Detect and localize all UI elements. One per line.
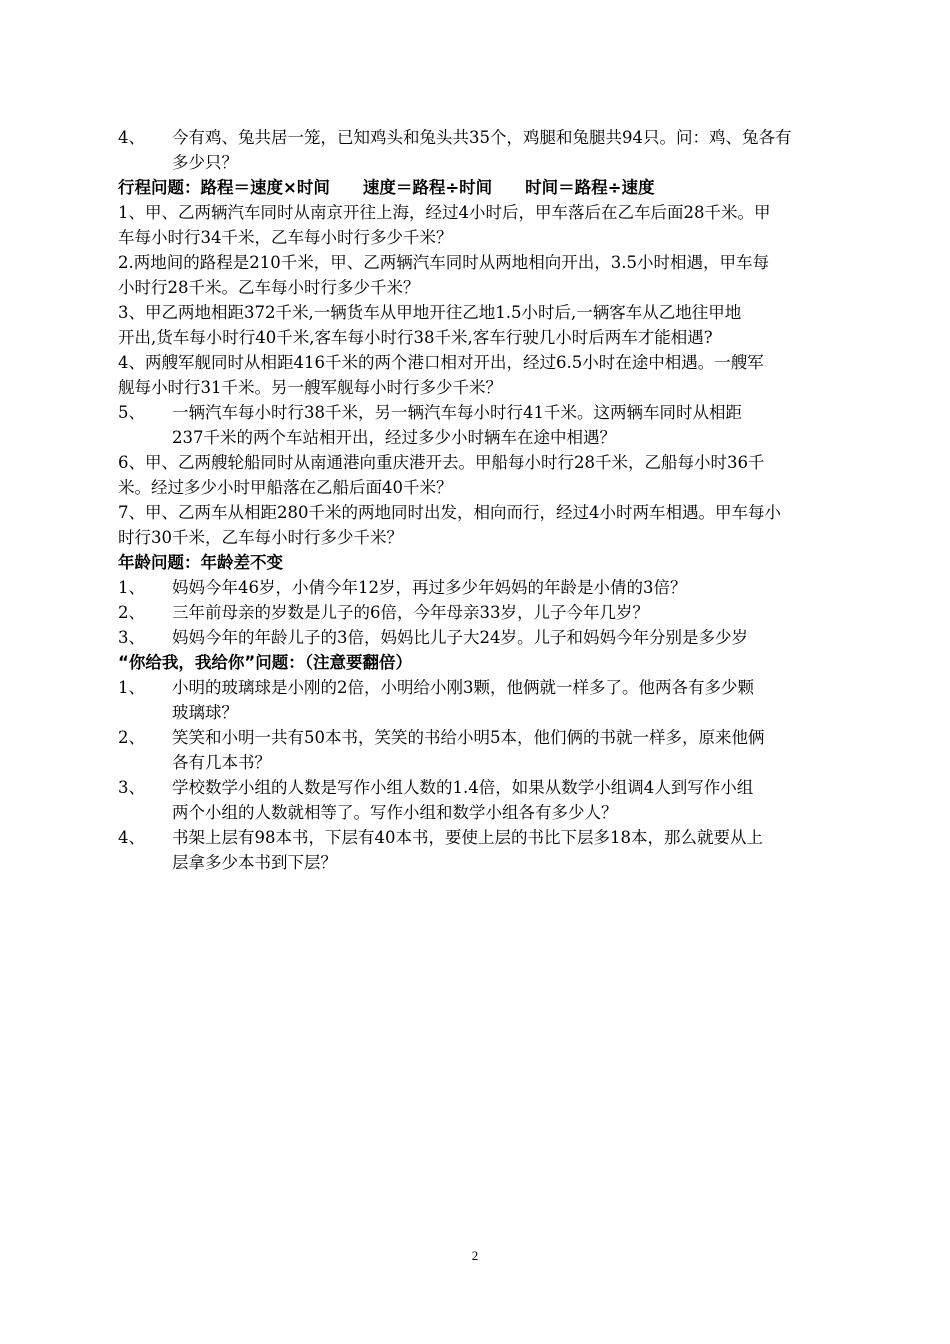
item-number: 3、 bbox=[118, 778, 145, 797]
problem-text: 笑笑和小明一共有50本书，笑笑的书给小明5本，他们俩的书就一样多，原来他俩 bbox=[172, 728, 765, 747]
problem-text: 6、甲、乙两艘轮船同时从南通港向重庆港开去。甲船每小时行28千米，乙船每小时36千 bbox=[118, 453, 765, 472]
section-heading-exchange: “你给我，我给你”问题：（注意要翻倍） bbox=[118, 653, 412, 672]
problem-text: 小明的玻璃球是小刚的2倍，小明给小刚3颗，他俩就一样多了。他两各有多少颗 bbox=[172, 678, 754, 697]
problem-text-continued: 237千米的两个车站相开出，经过多少小时辆车在途中相遇？ bbox=[172, 428, 616, 447]
problem-text-continued: 米。经过多少小时甲船落在乙船后面40千米？ bbox=[118, 478, 453, 497]
item-number: 1、 bbox=[118, 678, 145, 697]
item-number: 3、 bbox=[118, 628, 145, 647]
item-number: 4、 bbox=[118, 828, 145, 847]
problem-text-continued: 多少只？ bbox=[172, 153, 238, 172]
problem-text-continued: 玻璃球？ bbox=[172, 703, 238, 722]
problem-text: 妈妈今年的年龄儿子的3倍，妈妈比儿子大24岁。儿子和妈妈今年分别是多少岁 bbox=[172, 628, 748, 647]
section-heading-age: 年龄问题：年龄差不变 bbox=[118, 553, 283, 572]
problem-text-continued: 各有几本书？ bbox=[172, 753, 271, 772]
item-number: 5、 bbox=[118, 403, 145, 422]
problem-text-continued: 小时行28千米。乙车每小时行多少千米？ bbox=[118, 278, 420, 297]
problem-text-continued: 舰每小时行31千米。另一艘军舰每小时行多少千米？ bbox=[118, 378, 502, 397]
item-number: 4、 bbox=[118, 128, 145, 147]
problem-text-continued: 两个小组的人数就相等了。写作小组和数学小组各有多少人？ bbox=[172, 803, 618, 822]
section-heading-travel: 行程问题：路程＝速度×时间 速度＝路程÷时间 时间＝路程÷速度 bbox=[118, 178, 655, 197]
problem-text-continued: 开出,货车每小时行40千米,客车每小时行38千米,客车行驶几小时后两车才能相遇? bbox=[118, 328, 713, 347]
problem-text: 一辆汽车每小时行38千米，另一辆汽车每小时行41千米。这两辆车同时从相距 bbox=[172, 403, 742, 422]
problem-text: 今有鸡、兔共居一笼，已知鸡头和兔头共35个，鸡腿和兔腿共94只。问：鸡、兔各有 bbox=[172, 128, 792, 147]
item-number: 1、 bbox=[118, 578, 145, 597]
problem-text: 1、甲、乙两辆汽车同时从南京开往上海，经过4小时后，甲车落后在乙车后面28千米。甲 bbox=[118, 203, 771, 222]
problem-text-continued: 层拿多少本书到下层？ bbox=[172, 853, 337, 872]
problem-text: 3、甲乙两地相距372千米,一辆货车从甲地开往乙地1.5小时后,一辆客车从乙地往甲地 bbox=[118, 303, 742, 322]
problem-text-continued: 时行30千米，乙车每小时行多少千米？ bbox=[118, 528, 403, 547]
problem-text: 7、甲、乙两车从相距280千米的两地同时出发，相向而行，经过4小时两车相遇。甲车每小 bbox=[118, 503, 781, 522]
problem-text: 2.两地间的路程是210千米，甲、乙两辆汽车同时从两地相向开出，3.5小时相遇，甲车每 bbox=[118, 253, 769, 272]
item-number: 2、 bbox=[118, 603, 145, 622]
problem-text: 4、两艘军舰同时从相距416千米的两个港口相对开出，经过6.5小时在途中相遇。一艘军 bbox=[118, 353, 764, 372]
item-number: 2、 bbox=[118, 728, 145, 747]
problem-text: 妈妈今年46岁，小倩今年12岁，再过多少年妈妈的年龄是小倩的3倍？ bbox=[172, 578, 687, 597]
page-number: 2 bbox=[471, 1248, 479, 1263]
problem-text: 三年前母亲的岁数是儿子的6倍，今年母亲33岁，儿子今年几岁？ bbox=[172, 603, 649, 622]
problem-text: 书架上层有98本书，下层有40本书，要使上层的书比下层多18本，那么就要从上 bbox=[172, 828, 763, 847]
problem-text-continued: 车每小时行34千米，乙车每小时行多少千米？ bbox=[118, 228, 453, 247]
problem-text: 学校数学小组的人数是写作小组人数的1.4倍，如果从数学小组调4人到写作小组 bbox=[172, 778, 754, 797]
